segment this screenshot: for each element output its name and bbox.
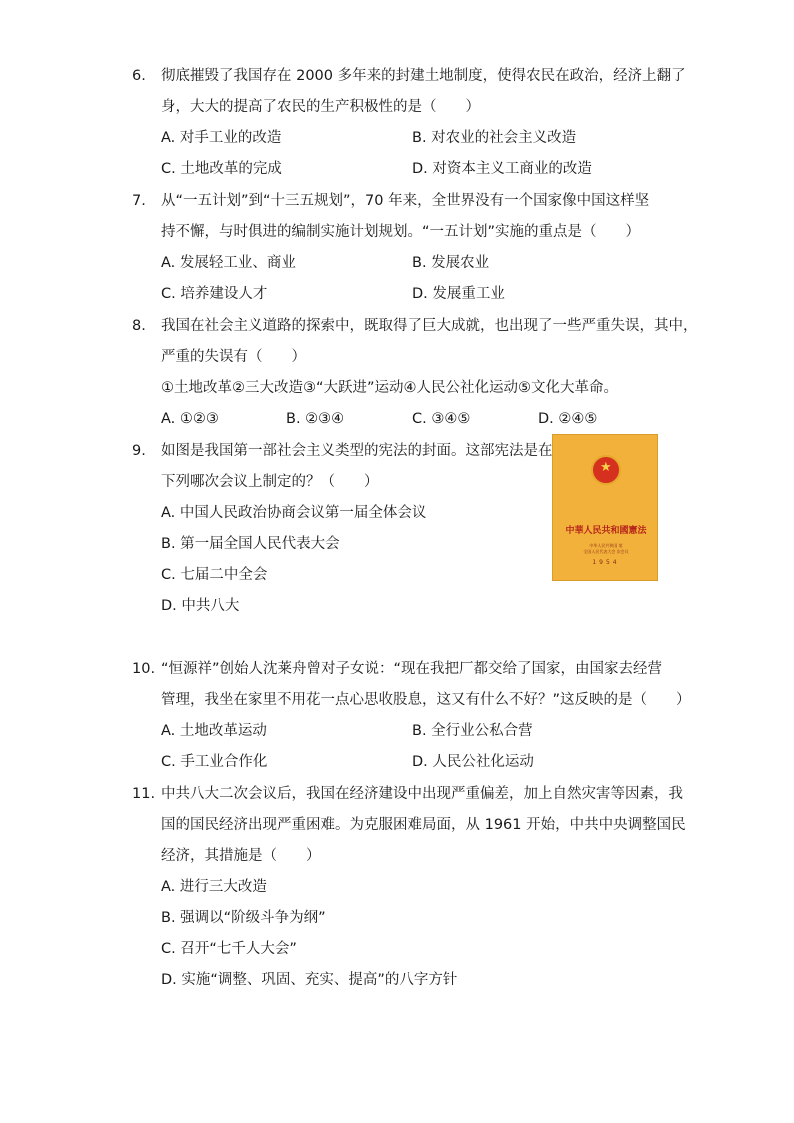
question-text: 国的国民经济出现严重困难。为克服困难局面，从 1961 开始，中共中央调整国民 — [161, 817, 686, 833]
question-number: 9. — [132, 443, 146, 459]
option-a[interactable]: A. 发展轻工业、商业 — [161, 255, 296, 271]
option-d[interactable]: D. ②④⑤ — [538, 411, 598, 427]
option-b[interactable]: B. 对农业的社会主义改造 — [412, 130, 577, 146]
constitution-cover-image — [552, 434, 658, 581]
question-number: 8. — [132, 318, 146, 334]
question-text: 下列哪次会议上制定的？（ ） — [161, 474, 379, 490]
option-d[interactable]: D. 发展重工业 — [412, 286, 505, 302]
cover-subtitle: 全国人民代表大会 次会议 — [583, 549, 629, 554]
option-a[interactable]: A. 对手工业的改造 — [161, 130, 282, 146]
cover-title: 中華人民共和國憲法 — [565, 526, 647, 536]
option-d[interactable]: D. 对资本主义工商业的改造 — [412, 161, 592, 177]
question-text: 严重的失误有（ ） — [161, 349, 306, 365]
option-b[interactable]: B. 发展农业 — [412, 255, 490, 271]
option-c[interactable]: C. ③④⑤ — [412, 411, 471, 427]
option-b[interactable]: B. ②③④ — [286, 411, 345, 427]
option-c[interactable]: C. 七届二中全会 — [161, 567, 268, 583]
question-number: 6. — [132, 68, 146, 84]
option-a[interactable]: A. 进行三大改造 — [161, 879, 267, 895]
option-c[interactable]: C. 手工业合作化 — [161, 754, 268, 770]
option-d[interactable]: D. 实施“调整、巩固、充实、提高”的八字方针 — [161, 972, 458, 988]
question-text: 管理，我坐在家里不用花一点心思收股息，这又有什么不好？”这反映的是（ ） — [161, 692, 691, 708]
option-c[interactable]: C. 召开“七千人大会” — [161, 941, 297, 957]
question-text: 持不懈，与时俱进的编制实施计划规划。“一五计划”实施的重点是（ ） — [161, 224, 641, 240]
option-c[interactable]: C. 土地改革的完成 — [161, 161, 282, 177]
question-text: 经济，其措施是（ ） — [161, 848, 321, 864]
question-text: 身，大大的提高了农民的生产积极性的是（ ） — [161, 99, 480, 115]
option-c[interactable]: C. 培养建设人才 — [161, 286, 268, 302]
question-number: 11. — [132, 786, 156, 802]
question-text: 彻底摧毁了我国存在 2000 多年来的封建土地制度，使得农民在政治，经济上翻了 — [161, 68, 686, 84]
question-number: 10. — [132, 661, 156, 677]
question-text: “恒源祥”创始人沈莱舟曾对子女说：“现在我把厂都交给了国家，由国家去经营 — [161, 661, 663, 677]
question-text: 如图是我国第一部社会主义类型的宪法的封面。这部宪法是在 — [161, 443, 553, 459]
option-b[interactable]: B. 第一届全国人民代表大会 — [161, 536, 340, 552]
question-text: 我国在社会主义道路的探索中，既取得了巨大成就，也出现了一些严重失误，其中， — [161, 318, 698, 334]
question-number: 7. — [132, 193, 146, 209]
option-d[interactable]: D. 中共八大 — [161, 598, 240, 614]
option-b[interactable]: B. 全行业公私合营 — [412, 723, 533, 739]
option-a[interactable]: A. 土地改革运动 — [161, 723, 267, 739]
question-text: 中共八大二次会议后，我国在经济建设中出现严重偏差，加上自然灾害等因素，我 — [161, 786, 683, 802]
option-a[interactable]: A. 中国人民政治协商会议第一届全体会议 — [161, 505, 427, 521]
question-text: ①土地改革②三大改造③“大跃进”运动④人民公社化运动⑤文化大革命。 — [161, 380, 619, 396]
national-emblem-icon — [591, 455, 621, 485]
option-a[interactable]: A. ①②③ — [161, 411, 219, 427]
cover-year: 1954 — [592, 559, 620, 566]
cover-subtitle: 中华人民共和国 第 — [589, 543, 623, 548]
question-text: 从“一五计划”到“十三五规划”，70 年来，全世界没有一个国家像中国这样坚 — [161, 193, 650, 209]
option-b[interactable]: B. 强调以“阶级斗争为纲” — [161, 910, 326, 926]
option-d[interactable]: D. 人民公社化运动 — [412, 754, 534, 770]
